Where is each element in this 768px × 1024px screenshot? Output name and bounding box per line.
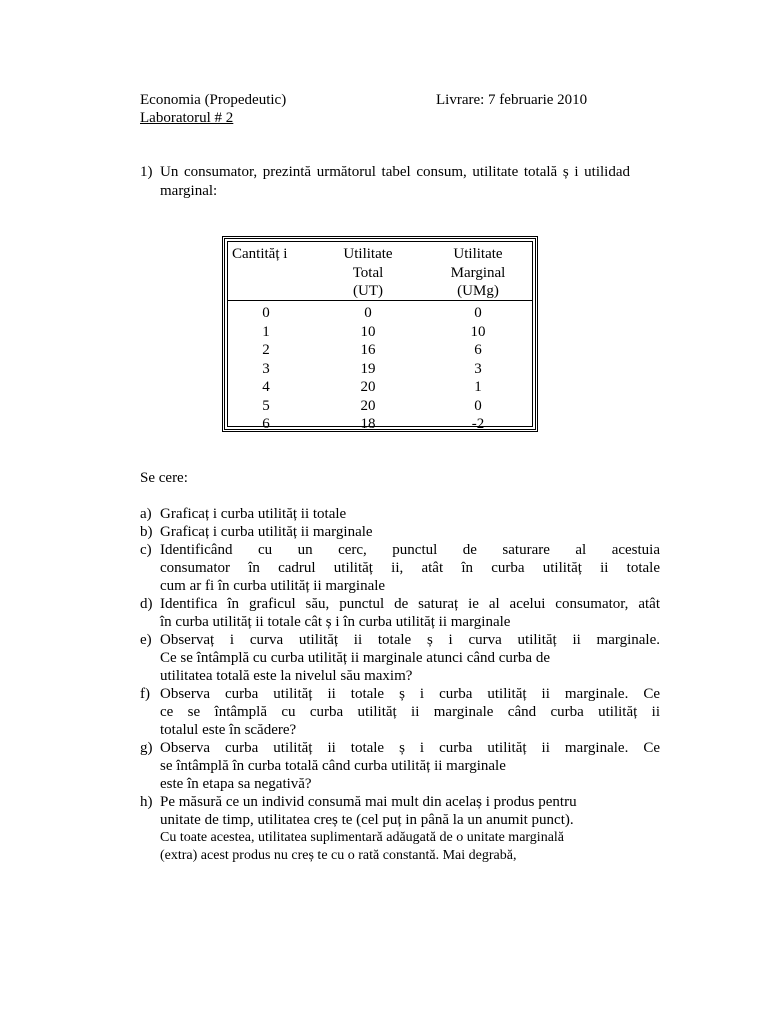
list-item — [140, 631, 660, 685]
list-item-line: (extra) acest produs nu creș te cu o rată constantă. Mai degrabă, — [160, 848, 517, 863]
list-item-line: Graficaț i curba utilităț ii marginale — [160, 524, 373, 540]
table-row — [228, 360, 532, 379]
list-item — [140, 505, 660, 523]
list-item-line: unitate de timp, utilitatea creș te (cel puț in până la un anumit punct). — [160, 812, 574, 828]
list-item-line: Observa curba utilităț ii totale ș i curba utilităț ii marginale. Ce — [160, 740, 660, 756]
list-item — [140, 739, 660, 793]
table-row — [228, 378, 532, 397]
cell-marginal-utility: 0 — [474, 305, 482, 321]
list-item-line: ce se întâmplă cu curba utilităț ii marginale când curba utilităț ii — [160, 704, 660, 720]
list-item-line: Identificând cu un cerc, punctul de saturare al acestuia — [160, 542, 660, 558]
list-item-label: g) — [140, 740, 153, 756]
list-item — [140, 685, 660, 739]
cell-marginal-utility: 3 — [474, 360, 482, 377]
table-row — [228, 397, 532, 416]
cell-quantity: 3 — [262, 360, 270, 377]
list-item-label: a) — [140, 506, 152, 522]
question-1-number: 1) — [140, 164, 153, 180]
utility-table — [222, 236, 538, 432]
question-1 — [140, 163, 630, 201]
header-marginal-utility: Utilitate Marginal (UMg) — [450, 246, 506, 299]
list-item-line: Pe măsură ce un individ consumă mai mult din acelaș i produs pentru — [160, 794, 577, 810]
cell-total-utility: 10 — [360, 323, 376, 340]
table-header — [228, 242, 532, 301]
cell-total-utility: 20 — [360, 397, 376, 414]
list-item-line: Graficaț i curba utilităț ii totale — [160, 506, 347, 522]
list-item — [140, 523, 660, 541]
list-item-label: f) — [140, 686, 150, 702]
list-item-label: e) — [140, 632, 152, 648]
list-item-line: cum ar fi în curba utilităț ii marginale — [160, 578, 386, 594]
list-item-line: utilitatea totală este la nivelul său maxim? — [160, 668, 413, 684]
list-item-label: d) — [140, 596, 153, 612]
list-item-line: Cu toate acestea, utilitatea suplimentară adăugată de o unitate marginală — [160, 830, 565, 845]
list-item-line: Observa curba utilităț ii totale ș i curba utilităț ii marginale. Ce — [160, 686, 660, 702]
cell-marginal-utility: 1 — [474, 379, 482, 395]
cell-total-utility: 16 — [360, 342, 376, 358]
list-item-label: c) — [140, 542, 152, 558]
cell-total-utility: 0 — [364, 305, 372, 321]
table-row — [228, 341, 532, 360]
list-item-label: b) — [140, 524, 153, 540]
cell-marginal-utility: 10 — [470, 323, 486, 340]
list-item-line: Ce se întâmplă cu curba utilităț ii marginale atunci când curba de — [160, 650, 550, 666]
list-item-line: totalul este în scădere? — [160, 722, 297, 738]
course-title: Economia (Propedeutic) — [140, 92, 287, 108]
cell-quantity: 0 — [262, 305, 270, 321]
cell-quantity: 2 — [262, 342, 270, 358]
cell-marginal-utility: -2 — [471, 416, 485, 432]
list-item-line: în curba utilităț ii totale cât ș i în curba utilităț ii marginale — [160, 614, 511, 630]
header-quantity: Cantităț i — [232, 246, 288, 262]
list-item-line: Observaț i curva utilităț ii totale ș i curva utilităț ii marginale. — [160, 632, 660, 648]
list-item-line: se întâmplă în curba totală când curba utilităț ii marginale — [160, 758, 506, 774]
list-item — [140, 793, 660, 865]
header-total-utility: Utilitate Total (UT) — [343, 246, 393, 299]
list-item-label: h) — [140, 794, 153, 810]
cell-quantity: 5 — [262, 397, 270, 414]
table-row — [228, 415, 532, 434]
cell-quantity: 6 — [262, 416, 270, 432]
cell-total-utility: 18 — [360, 416, 376, 432]
requirements-list — [140, 505, 660, 865]
list-item — [140, 541, 660, 595]
cell-marginal-utility: 0 — [474, 397, 482, 414]
table-row — [228, 304, 532, 323]
delivery-date: Livrare: 7 februarie 2010 — [436, 92, 588, 108]
cell-total-utility: 20 — [360, 379, 376, 395]
cell-quantity: 1 — [262, 323, 270, 340]
lab-title: Laboratorul # 2 — [140, 110, 234, 126]
list-item — [140, 595, 660, 631]
list-item-line: consumator în cadrul utilităț ii, atât în curba utilităț ii totale — [160, 560, 660, 576]
cell-marginal-utility: 6 — [474, 342, 482, 358]
cell-quantity: 4 — [262, 379, 270, 395]
list-item-line: este în etapa sa negativă? — [160, 776, 312, 792]
requirements-heading: Se cere: — [140, 470, 188, 486]
list-item-line: Identifica în graficul său, punctul de saturaț ie al acelui consumator, atât — [160, 596, 660, 612]
table-row — [228, 323, 532, 342]
question-1-text: Un consumator, prezintă următorul tabel consum, utilitate totală ș i utilidad marginal: — [160, 164, 630, 199]
cell-total-utility: 19 — [360, 360, 376, 377]
